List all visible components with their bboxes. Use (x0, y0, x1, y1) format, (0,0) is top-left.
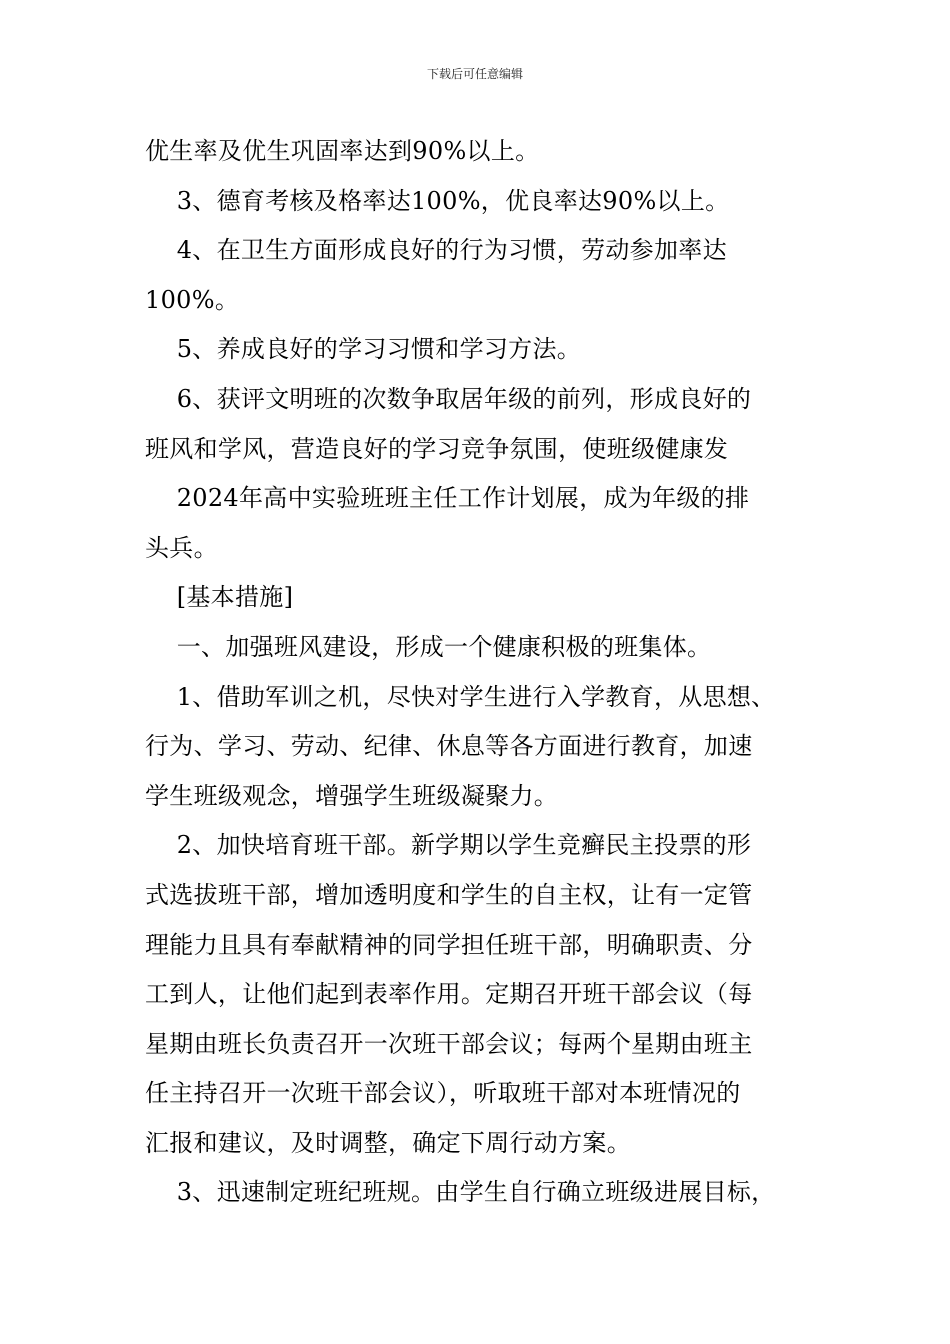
page-header-note: 下载后可任意编辑 (426, 67, 523, 81)
text-line: 学生班级观念，增强学生班级凝聚力。 (145, 781, 559, 810)
text-line: 工到人，让他们起到表率作用。定期召开班干部会议（每 (145, 980, 753, 1009)
text-line: 5、养成良好的学习习惯和学习方法。 (145, 335, 582, 364)
document-body (145, 127, 835, 1218)
text-line: 3、德育考核及格率达100%，优良率达90%以上。 (145, 186, 730, 215)
text-line: 2024年高中实验班班主任工作计划展，成为年级的排 (145, 484, 750, 513)
text-line: 理能力且具有奉献精神的同学担任班干部，明确职责、分 (145, 930, 753, 959)
text-line: 头兵。 (145, 533, 218, 562)
text-line: 100%。 (145, 285, 240, 314)
text-line: 任主持召开一次班干部会议），听取班干部对本班情况的 (145, 1079, 741, 1108)
text-line: 式选拔班干部，增加透明度和学生的自主权，让有一定管 (145, 880, 753, 909)
text-line: 6、获评文明班的次数争取居年级的前列，形成良好的 (145, 384, 752, 413)
text-line: 一、加强班风建设，形成一个健康积极的班集体。 (145, 632, 712, 661)
text-line: 2、加快培育班干部。新学期以学生竞癣民主投票的形 (145, 831, 752, 860)
text-line: 班风和学风，营造良好的学习竞争氛围，使班级健康发 (145, 434, 729, 463)
text-line: [基本措施] (145, 583, 294, 612)
text-line: 行为、学习、劳动、纪律、休息等各方面进行教育，加速 (145, 732, 753, 761)
text-line: 3、迅速制定班纪班规。由学生自行确立班级进展目标， (145, 1178, 776, 1207)
text-line: 4、在卫生方面形成良好的行为习惯，劳动参加率达 (145, 236, 727, 265)
text-line: 优生率及优生巩固率达到90%以上。 (145, 137, 540, 165)
text-line: 1、借助军训之机，尽快对学生进行入学教育，从思想、 (145, 682, 776, 711)
text-line: 星期由班长负责召开一次班干部会议；每两个星期由班主 (145, 1029, 753, 1058)
text-line: 汇报和建议，及时调整，确定下周行动方案。 (145, 1128, 631, 1157)
